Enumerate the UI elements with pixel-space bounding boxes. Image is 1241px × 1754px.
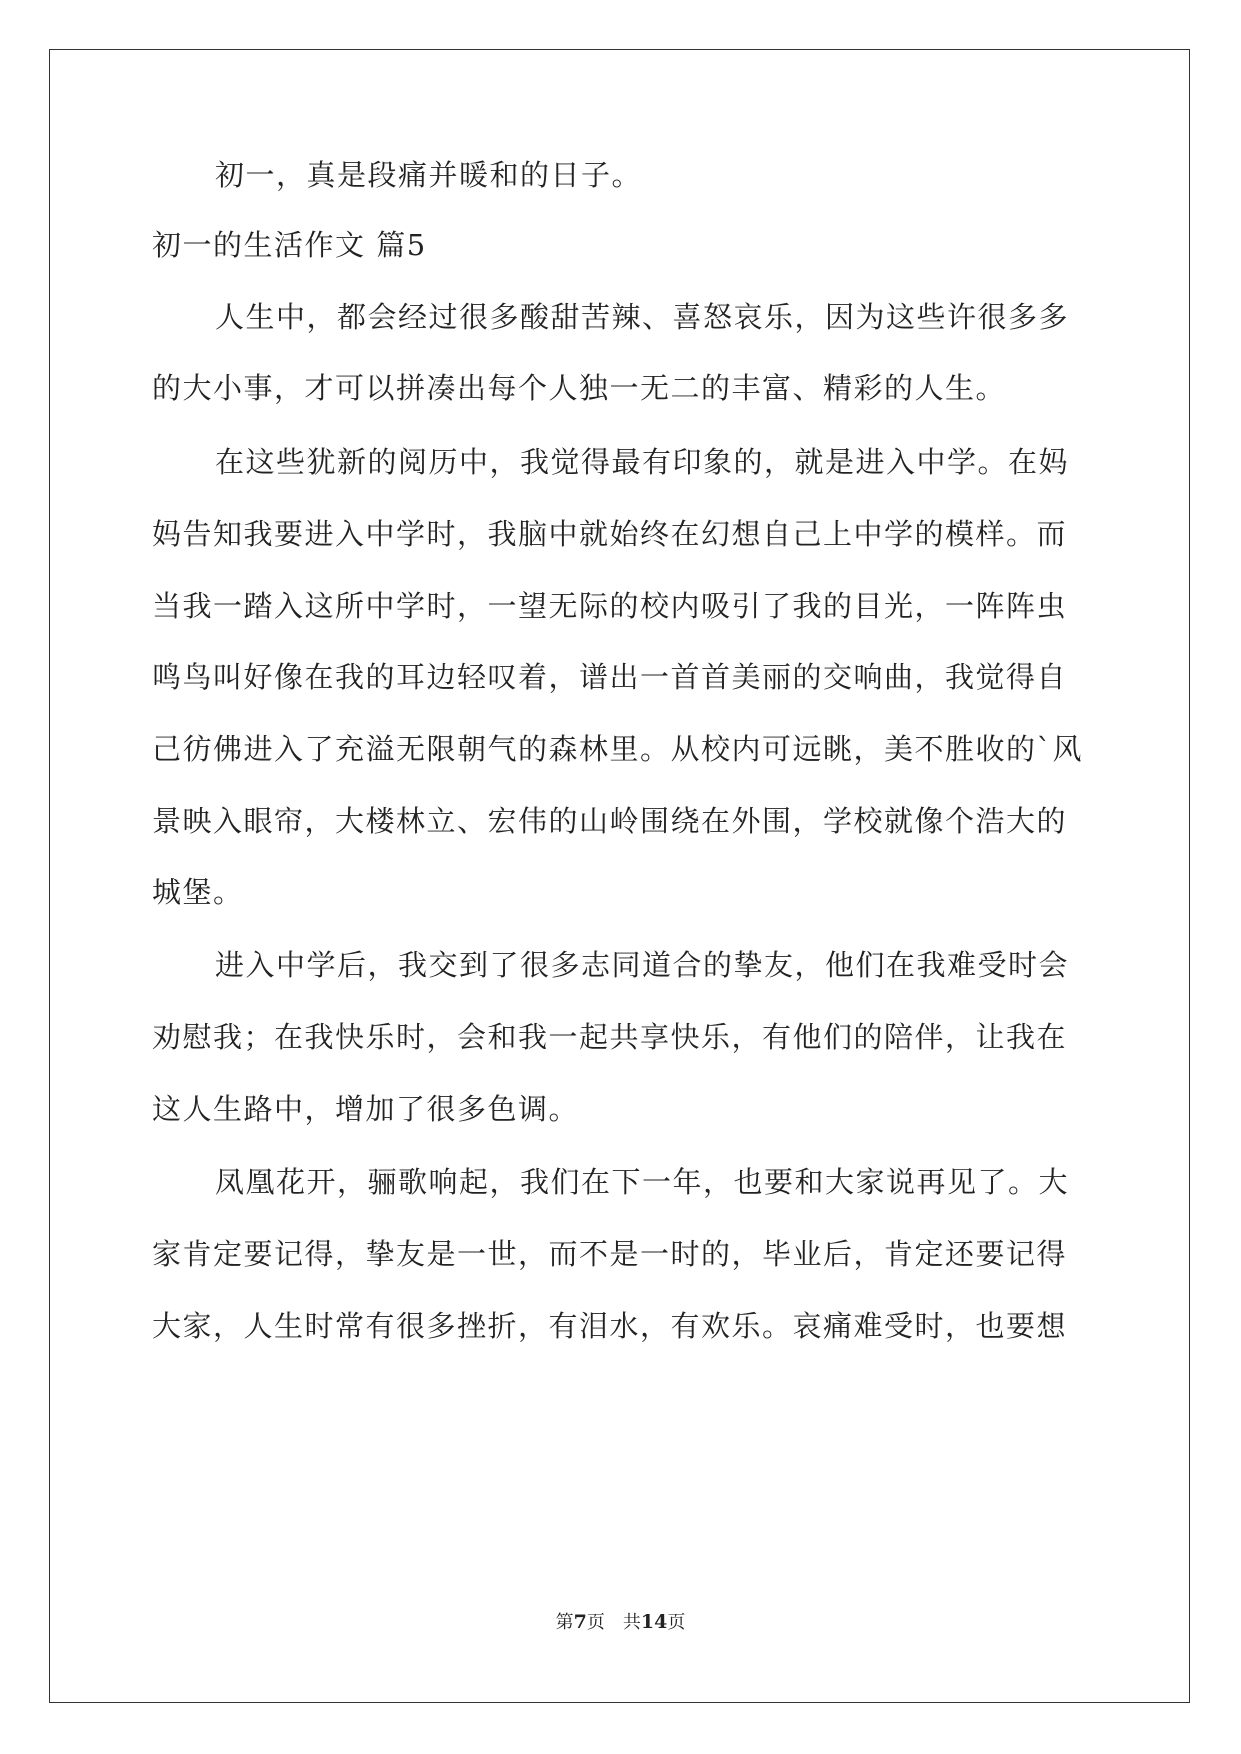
paragraph-line: 进入中学后，我交到了很多志同道合的挚友，他们在我难受时会: [215, 948, 1070, 982]
paragraph-line: 妈告知我要进入中学时，我脑中就始终在幻想自己上中学的模样。而: [152, 517, 1068, 551]
paragraph-line: 城堡。: [152, 875, 244, 909]
paragraph-line: 凤凰花开，骊歌响起，我们在下一年，也要和大家说再见了。大: [215, 1165, 1070, 1199]
paragraph-line: 景映入眼帘，大楼林立、宏伟的山岭围绕在外围，学校就像个浩大的: [152, 804, 1068, 838]
paragraph-line: 家肯定要记得，挚友是一世，而不是一时的，毕业后，肯定还要记得: [152, 1237, 1068, 1271]
paragraph-line: 在这些犹新的阅历中，我觉得最有印象的，就是进入中学。在妈: [215, 445, 1070, 479]
paragraph-line: 大家，人生时常有很多挫折，有泪水，有欢乐。哀痛难受时，也要想: [152, 1309, 1068, 1343]
section-heading: 初一的生活作文 篇5: [152, 228, 427, 262]
paragraph-line: 这人生路中，增加了很多色调。: [152, 1092, 580, 1126]
paragraph-line: 己彷佛进入了充溢无限朝气的森林里。从校内可远眺，美不胜收的`风: [152, 732, 1084, 766]
paragraph-line: 当我一踏入这所中学时，一望无际的校内吸引了我的目光，一阵阵虫: [152, 589, 1068, 623]
paragraph-line: 初一，真是段痛并暖和的日子。: [215, 158, 643, 192]
total-prefix: 共: [622, 1612, 641, 1633]
page-prefix: 第: [555, 1612, 574, 1633]
paragraph-line: 人生中，都会经过很多酸甜苦辣、喜怒哀乐，因为这些许很多多: [215, 300, 1070, 334]
total-suffix: 页: [667, 1612, 686, 1633]
page-suffix: 页: [586, 1612, 605, 1633]
page-current: 7: [573, 1611, 587, 1633]
paragraph-line: 鸣鸟叫好像在我的耳边轻叹着，谱出一首首美丽的交响曲，我觉得自: [152, 660, 1068, 694]
page-total: 14: [640, 1611, 668, 1633]
paragraph-line: 的大小事，才可以拼凑出每个人独一无二的丰富、精彩的人生。: [152, 371, 1007, 405]
paragraph-line: 劝慰我；在我快乐时，会和我一起共享快乐，有他们的陪伴，让我在: [152, 1020, 1068, 1054]
page-footer: [0, 1610, 1241, 1635]
